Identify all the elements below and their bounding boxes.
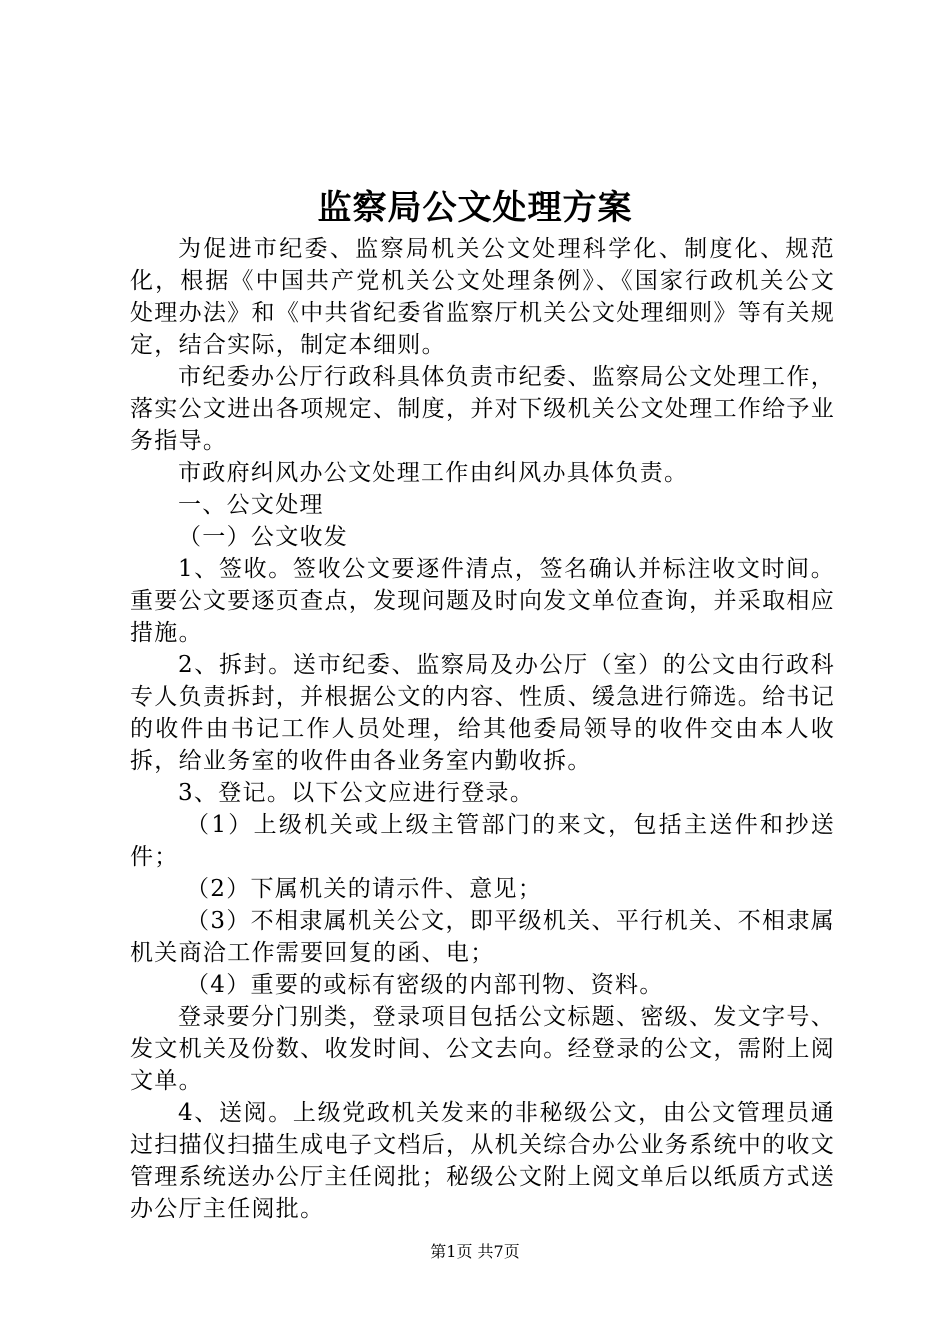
paragraph-responsibility: 市纪委办公厅行政科具体负责市纪委、监察局公文处理工作，落实公文进出各项规定、制度，并对下级机关公文处理工作给予业务指导。 [130, 364, 835, 454]
document-title: 监察局公文处理方案 [317, 188, 633, 228]
paragraph-circulate: 4、送阅。上级党政机关发来的非秘级公文，由公文管理员通过扫描仪扫描生成电子文档后，从机关综合办公业务系统中的收文管理系统送办公厅主任阅批；秘级公文附上阅文单后以纸质方式送办公厅主任阅批。 [130, 1100, 835, 1222]
list-item-1: （1）上级机关或上级主管部门的来文，包括主送件和抄送件； [130, 812, 835, 870]
paragraph-sign-receipt: 1、签收。签收公文要逐件清点，签名确认并标注收文时间。重要公文要逐页查点，发现问题及时向发文单位查询，并采取相应措施。 [130, 556, 835, 646]
list-item-4: （4）重要的或标有密级的内部刊物、资料。 [186, 972, 664, 998]
paragraph-intro: 为促进市纪委、监察局机关公文处理科学化、制度化、规范化，根据《中国共产党机关公文处理条例》、《国家行政机关公文处理办法》和《中共省纪委省监察厅机关公文处理细则》等有关规定，结合实际，制定本细则。 [130, 236, 835, 358]
paragraph-unseal: 2、拆封。送市纪委、监察局及办公厅（室）的公文由行政科专人负责拆封，并根据公文的内容、性质、缓急进行筛选。给书记的收件由书记工作人员处理，给其他委局领导的收件交由本人收拆，给业务室的收件由各业务室内勤收拆。 [130, 652, 835, 774]
list-item-3: （3）不相隶属机关公文，即平级机关、平行机关、不相隶属机关商洽工作需要回复的函、电； [130, 908, 835, 966]
page-footer: 第1页 共7页 [430, 1242, 520, 1261]
section-heading-1: 一、公文处理 [178, 492, 324, 518]
subsection-heading-1: （一）公文收发 [178, 524, 349, 550]
document-body [130, 233, 835, 1225]
paragraph-jiufeng: 市政府纠风办公文处理工作由纠风办具体负责。 [178, 460, 689, 486]
paragraph-register-detail: 登录要分门别类，登录项目包括公文标题、密级、发文字号、发文机关及份数、收发时间、公文去向。经登录的公文，需附上阅文单。 [130, 1004, 835, 1094]
paragraph-register: 3、登记。以下公文应进行登录。 [178, 780, 535, 806]
list-item-2: （2）下属机关的请示件、意见； [186, 876, 543, 902]
